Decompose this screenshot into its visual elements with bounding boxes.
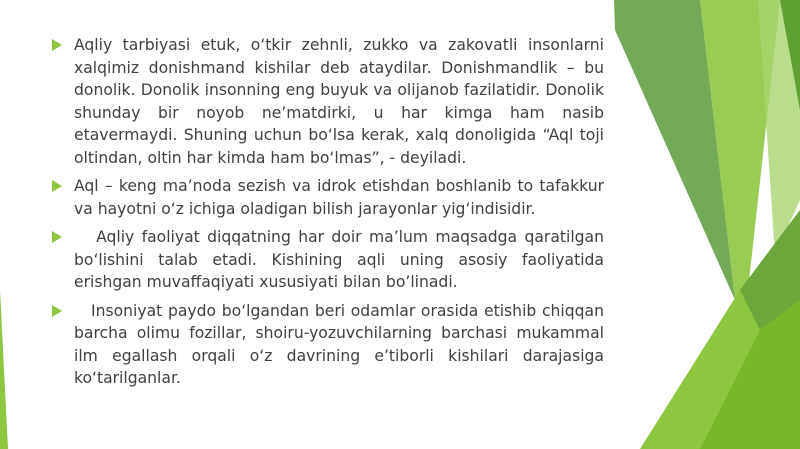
bullet-text: Insoniyat paydo bo‘lgandan beri odamlar orasida etishib chiqqan barcha olimu fozillar, shoiru-yozuvchilarning barchasi mukammal ilm egallash orqali o‘z davrining e’tiborli kishilari darajasiga ko‘tarilganlar. <box>74 301 604 387</box>
triangle-bullet-icon <box>52 180 62 192</box>
bullet-item <box>52 300 604 390</box>
slide-content <box>52 34 604 396</box>
bullet-item <box>52 175 604 220</box>
bullet-text: Aqliy tarbiyasi etuk, o‘tkir zehnli, zukko va zakovatli insonlarni xalqimiz donishmand kishilar deb ataydilar. Donishmandlik – bu donolik. Donolik insonning eng buyuk va olijanob fazilatidir. Donolik shunday bir noyob ne’matdirki, u har kimga ham nasib etavermaydi. Shuning uchun bo‘lsa kerak, xalq donoligida “Aql toji oltindan, oltin har kimda ham bo‘lmas”, - deyiladi. <box>74 36 604 167</box>
triangle-bullet-icon <box>52 39 62 51</box>
triangle-bullet-icon <box>52 231 62 243</box>
bullet-item <box>52 34 604 169</box>
bullet-text: Aql – keng ma’noda sezish va idrok etishdan boshlanib to tafakkur va hayotni o‘z ichiga oladigan bilish jarayonlar yig‘indisidir. <box>74 177 604 218</box>
bullet-item <box>52 226 604 294</box>
bullet-text: Aqliy faoliyat diqqatning har doir ma’lum maqsadga qaratilgan bo‘lishini talab etadi. Kishining aqli uning asosiy faoliyatida erishgan muvaffaqiyati xususiyati bilan bo’linadi. <box>74 228 604 291</box>
left-edge-accent <box>0 290 8 449</box>
triangle-bullet-icon <box>52 305 62 317</box>
